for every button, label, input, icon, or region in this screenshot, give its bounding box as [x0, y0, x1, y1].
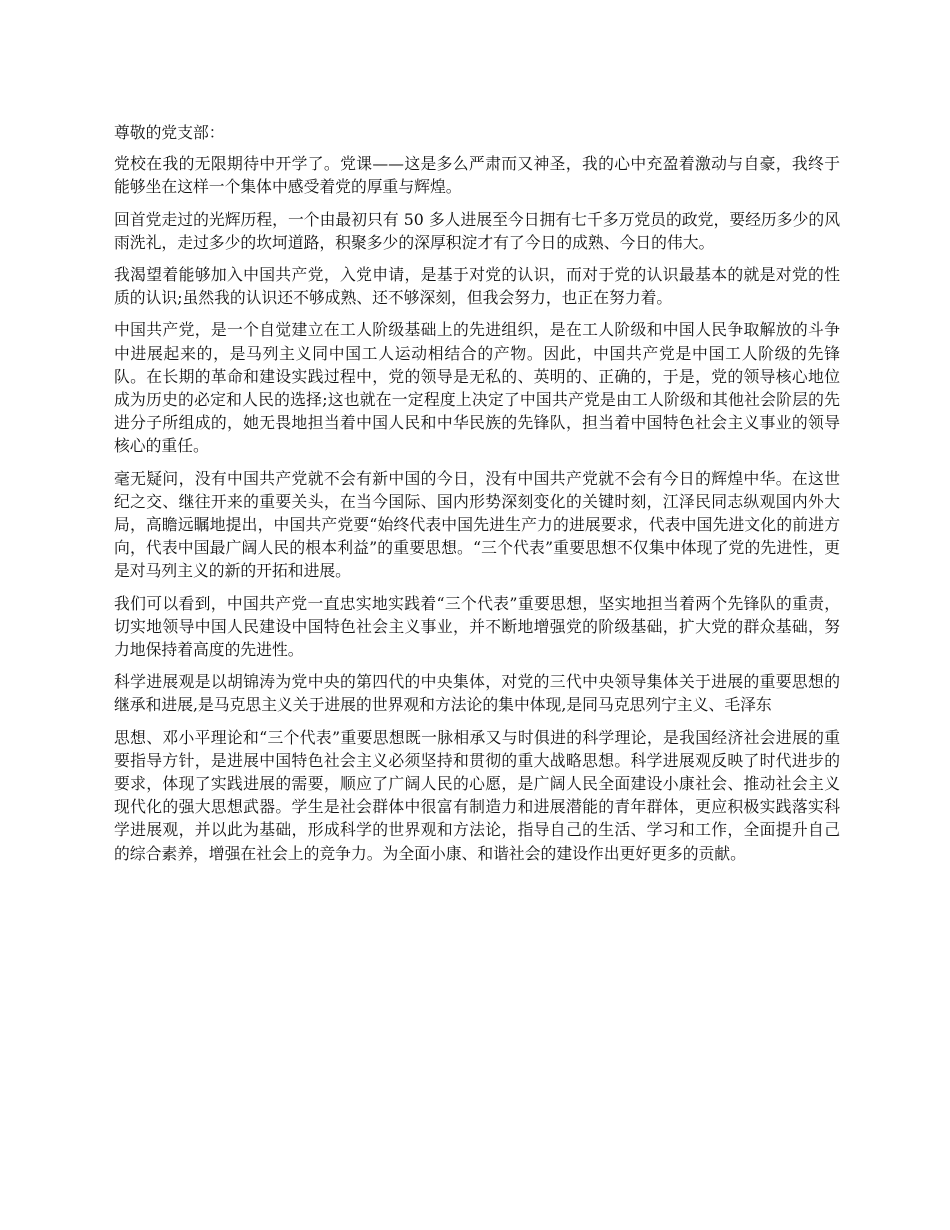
- paragraph-7: 科学进展观是以胡锦涛为党中央的第四代的中央集体，对党的三代中央领导集体关于进展的重要思想的继承和进展,是马克思主义关于进展的世界观和方法论的集中体现,是同马克思列宁主义、毛泽东: [114, 672, 840, 715]
- letter-document: [114, 121, 840, 874]
- paragraph-6: 我们可以看到，中国共产党一直忠实地实践着“三个代表”重要思想，坚实地担当着两个先锋队的重责，切实地领导中国人民建设中国特色社会主义事业，并不断地增强党的阶级基础，扩大党的群众基础，努力地保持着高度的先进性。: [114, 593, 840, 660]
- letter-greeting: 尊敬的党支部：: [114, 123, 225, 142]
- paragraph-2: 回首党走过的光辉历程，一个由最初只有 50 多人进展至今日拥有七千多万党员的政党，要经历多少的风雨洗礼，走过多少的坎坷道路，积聚多少的深厚积淀才有了今日的成熟、今日的伟大。: [114, 209, 840, 252]
- paragraph-8: 思想、邓小平理论和“三个代表”重要思想既一脉相承又与时俱进的科学理论，是我国经济社会进展的重要指导方针，是进展中国特色社会主义必须坚持和贯彻的重大战略思想。科学进展观反映了时代进步的要求，体现了实践进展的需要，顺应了广阔人民的心愿，是广阔人民全面建设小康社会、推动社会主义现代化的强大思想武器。学生是社会群体中很富有制造力和进展潜能的青年群体，更应积极实践落实科学进展观，并以此为基础，形成科学的世界观和方法论，指导自己的生活、学习和工作，全面提升自己的综合素养，增强在社会上的竞争力。为全面小康、和谐社会的建设作出更好更多的贡献。: [114, 727, 840, 863]
- paragraph-4: 中国共产党，是一个自觉建立在工人阶级基础上的先进组织，是在工人阶级和中国人民争取解放的斗争中进展起来的，是马列主义同中国工人运动相结合的产物。因此，中国共产党是中国工人阶级的先锋队。在长期的革命和建设实践过程中，党的领导是无私的、英明的、正确的，于是，党的领导核心地位成为历史的必定和人民的选择;这也就在一定程度上决定了中国共产党是由工人阶级和其他社会阶层的先进分子所组成的，她无畏地担当着中国人民和中华民族的先锋队，担当着中国特色社会主义事业的领导核心的重任。: [114, 320, 840, 456]
- paragraph-3: 我渴望着能够加入中国共产党，入党申请，是基于对党的认识，而对于党的认识最基本的就是对党的性质的认识;虽然我的认识还不够成熟、还不够深刻，但我会努力，也正在努力着。: [114, 265, 840, 308]
- paragraph-5: 毫无疑问，没有中国共产党就不会有新中国的今日，没有中国共产党就不会有今日的辉煌中华。在这世纪之交、继往开来的重要关头，在当今国际、国内形势深刻变化的关键时刻，江泽民同志纵观国内外大局，高瞻远瞩地提出，中国共产党要“始终代表中国先进生产力的进展要求，代表中国先进文化的前进方向，代表中国最广阔人民的根本利益”的重要思想。“三个代表”重要思想不仅集中体现了党的先进性，更是对马列主义的新的开拓和进展。: [114, 468, 840, 581]
- paragraph-1: 党校在我的无限期待中开学了。党课——这是多么严肃而又神圣，我的心中充盈着激动与自豪，我终于能够坐在这样一个集体中感受着党的厚重与辉煌。: [114, 154, 840, 197]
